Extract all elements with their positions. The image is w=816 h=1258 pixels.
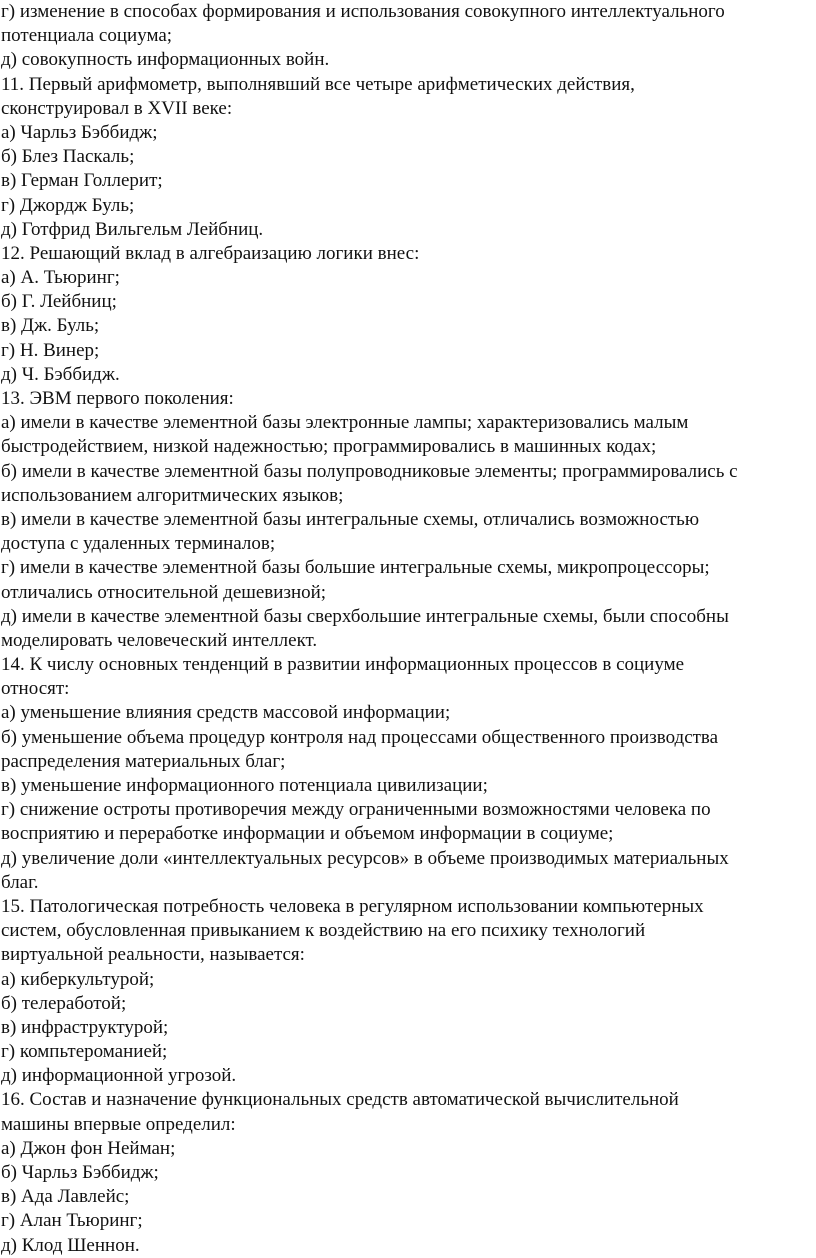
answer-option: а) киберкультурой; (1, 968, 155, 990)
answer-option: а) Джон фон Нейман; (1, 1137, 176, 1159)
answer-option: д) информационной угрозой. (1, 1065, 237, 1087)
answer-option: д) Готфрид Вильгельм Лейбниц. (1, 218, 264, 240)
text-line: д) совокупность информационных войн. (1, 49, 330, 71)
answer-option: г) имели в качестве элементной базы большие интегральные схемы, микропроцессоры; (1, 557, 710, 579)
answer-option: д) Ч. Бэббидж. (1, 363, 120, 385)
answer-option: д) увеличение доли «интеллектуальных ресурсов» в объеме производимых материальных (1, 847, 729, 869)
answer-option: г) снижение остроты противоречия между ограниченными возможностями человека по (1, 799, 711, 821)
answer-option: а) уменьшение влияния средств массовой информации; (1, 702, 451, 724)
answer-option: использованием алгоритмических языков; (1, 484, 344, 506)
question-16-text: машины впервые определил: (1, 1113, 236, 1135)
answer-option: г) компьтероманией; (1, 1041, 168, 1063)
answer-option: распределения материальных благ; (1, 750, 286, 772)
answer-option: моделировать человеческий интеллект. (1, 629, 318, 651)
text-line: г) изменение в способах формирования и использования совокупного интеллектуального (1, 1, 725, 22)
answer-option: д) Клод Шеннон. (1, 1234, 140, 1256)
text-line: потенциала социума; (1, 25, 173, 47)
answer-option: быстродействием, низкой надежностью; программировались в машинных кодах; (1, 436, 657, 458)
answer-option: а) Чарльз Бэббидж; (1, 121, 158, 143)
question-15-text: 15. Патологическая потребность человека в регулярном использовании компьютерных (1, 895, 704, 917)
question-13-text: 13. ЭВМ первого поколения: (1, 388, 234, 409)
answer-option: в) Ада Лавлейс; (1, 1186, 130, 1208)
answer-option: б) телеработой; (1, 992, 127, 1014)
question-14-text: относят: (1, 678, 70, 700)
answer-option: благ. (1, 871, 39, 893)
question-11-text: 11. Первый арифмометр, выполнявший все четыре арифметических действия, (1, 73, 635, 95)
answer-option: д) имели в качестве элементной базы сверхбольшие интегральные схемы, были способны (1, 605, 729, 627)
answer-option: г) Н. Винер; (1, 339, 100, 361)
answer-option: в) инфраструктурой; (1, 1016, 169, 1038)
answer-option: г) Алан Тьюринг; (1, 1210, 143, 1232)
document-page (1, 0, 813, 1258)
answer-option: б) Г. Лейбниц; (1, 291, 117, 313)
answer-option: г) Джордж Буль; (1, 194, 135, 216)
answer-option: отличались относительной дешевизной; (1, 581, 327, 603)
question-15-text: виртуальной реальности, называется: (1, 944, 305, 966)
answer-option: б) имели в качестве элементной базы полупроводниковые элементы; программировались с (1, 460, 738, 482)
answer-option: б) Чарльз Бэббидж; (1, 1162, 159, 1183)
question-15-text: систем, обусловленная привыканием к воздействию на его психику технологий (1, 920, 646, 942)
answer-option: восприятию и переработке информации и объемом информации в социуме; (1, 823, 614, 845)
question-11-text: сконструировал в XVII веке: (1, 97, 233, 119)
answer-option: в) Герман Голлерит; (1, 170, 163, 192)
question-14-text: 14. К числу основных тенденций в развитии информационных процессов в социуме (1, 654, 685, 676)
answer-option: б) Блез Паскаль; (1, 146, 135, 168)
question-16-text: 16. Состав и назначение функциональных средств автоматической вычислительной (1, 1089, 679, 1111)
answer-option: в) Дж. Буль; (1, 315, 100, 337)
answer-option: а) А. Тьюринг; (1, 267, 120, 289)
question-12-text: 12. Решающий вклад в алгебраизацию логики внес: (1, 242, 420, 264)
answer-option: доступа с удаленных терминалов; (1, 533, 276, 555)
answer-option: в) уменьшение информационного потенциала цивилизации; (1, 775, 488, 796)
answer-option: в) имели в качестве элементной базы интегральные схемы, отличались возможностью (1, 508, 700, 530)
answer-option: а) имели в качестве элементной базы электронные лампы; характеризовались малым (1, 412, 689, 434)
answer-option: б) уменьшение объема процедур контроля над процессами общественного производства (1, 726, 719, 748)
